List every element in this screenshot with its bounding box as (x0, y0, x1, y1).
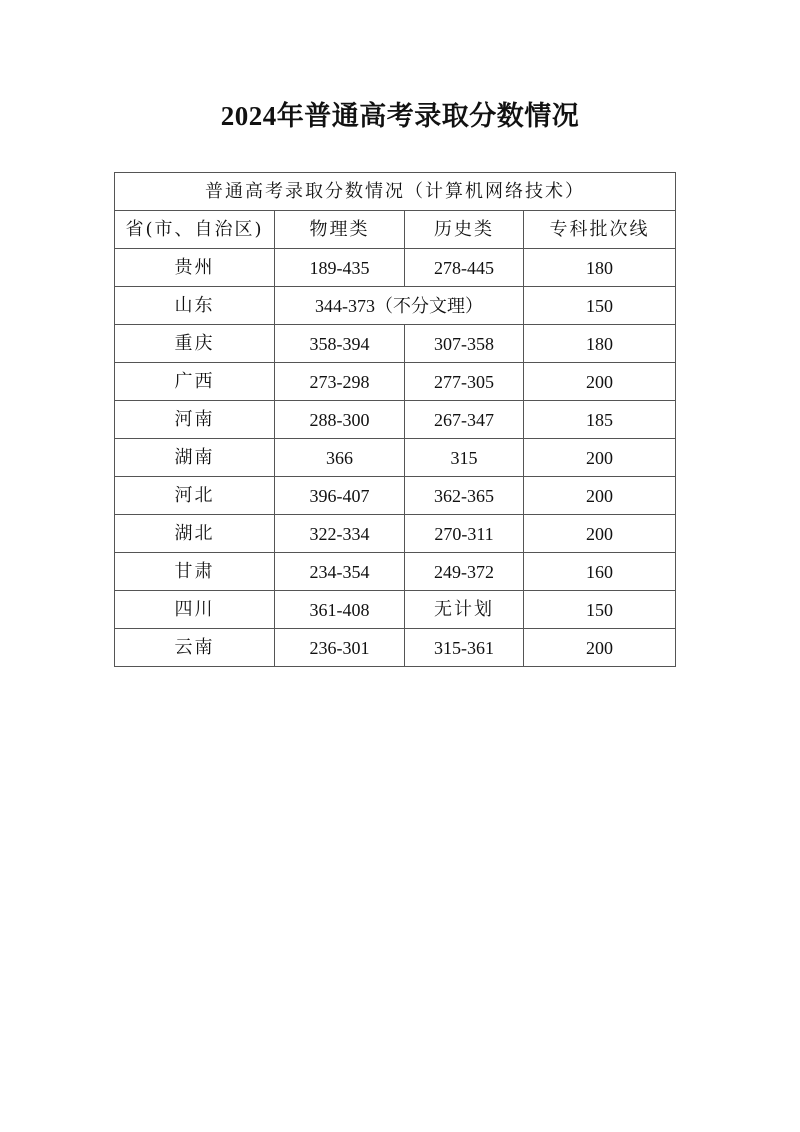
table-caption: 普通高考录取分数情况（计算机网络技术） (115, 173, 676, 211)
table-row (115, 553, 676, 591)
merged-score-cell: 344-373（不分文理） (275, 287, 524, 325)
physics-score-cell: 366 (275, 439, 405, 477)
province-cell: 甘肃 (115, 553, 275, 591)
table-header-row (115, 211, 676, 249)
cutoff-cell: 200 (524, 439, 676, 477)
cutoff-cell: 180 (524, 325, 676, 363)
cutoff-cell: 160 (524, 553, 676, 591)
table-row (115, 401, 676, 439)
history-score-cell: 270-311 (405, 515, 524, 553)
cutoff-cell: 150 (524, 591, 676, 629)
physics-score-cell: 322-334 (275, 515, 405, 553)
header-cutoff: 专科批次线 (524, 211, 676, 249)
history-score-cell: 362-365 (405, 477, 524, 515)
table-row (115, 325, 676, 363)
table-row (115, 629, 676, 667)
table-row (115, 363, 676, 401)
province-cell: 河南 (115, 401, 275, 439)
table-row (115, 287, 676, 325)
table-caption-row (115, 173, 676, 211)
history-score-cell: 307-358 (405, 325, 524, 363)
history-score-cell: 267-347 (405, 401, 524, 439)
history-score-cell: 315 (405, 439, 524, 477)
province-cell: 湖北 (115, 515, 275, 553)
physics-score-cell: 361-408 (275, 591, 405, 629)
physics-score-cell: 234-354 (275, 553, 405, 591)
province-cell: 四川 (115, 591, 275, 629)
cutoff-cell: 150 (524, 287, 676, 325)
table-row (115, 515, 676, 553)
table-row (115, 439, 676, 477)
history-score-cell: 无计划 (405, 591, 524, 629)
physics-score-cell: 236-301 (275, 629, 405, 667)
cutoff-cell: 200 (524, 363, 676, 401)
province-cell: 山东 (115, 287, 275, 325)
province-cell: 河北 (115, 477, 275, 515)
header-province: 省(市、自治区) (115, 211, 275, 249)
admission-scores-table (114, 172, 676, 667)
history-score-cell: 249-372 (405, 553, 524, 591)
cutoff-cell: 200 (524, 515, 676, 553)
cutoff-cell: 200 (524, 629, 676, 667)
cutoff-cell: 185 (524, 401, 676, 439)
table-row (115, 249, 676, 287)
province-cell: 重庆 (115, 325, 275, 363)
province-cell: 湖南 (115, 439, 275, 477)
header-physics: 物理类 (275, 211, 405, 249)
province-cell: 云南 (115, 629, 275, 667)
physics-score-cell: 288-300 (275, 401, 405, 439)
header-history: 历史类 (405, 211, 524, 249)
physics-score-cell: 396-407 (275, 477, 405, 515)
cutoff-cell: 180 (524, 249, 676, 287)
history-score-cell: 277-305 (405, 363, 524, 401)
physics-score-cell: 189-435 (275, 249, 405, 287)
table-row (115, 591, 676, 629)
table-row (115, 477, 676, 515)
province-cell: 贵州 (115, 249, 275, 287)
physics-score-cell: 358-394 (275, 325, 405, 363)
cutoff-cell: 200 (524, 477, 676, 515)
document-title: 2024年普通高考录取分数情况 (220, 101, 580, 131)
history-score-cell: 278-445 (405, 249, 524, 287)
province-cell: 广西 (115, 363, 275, 401)
history-score-cell: 315-361 (405, 629, 524, 667)
physics-score-cell: 273-298 (275, 363, 405, 401)
